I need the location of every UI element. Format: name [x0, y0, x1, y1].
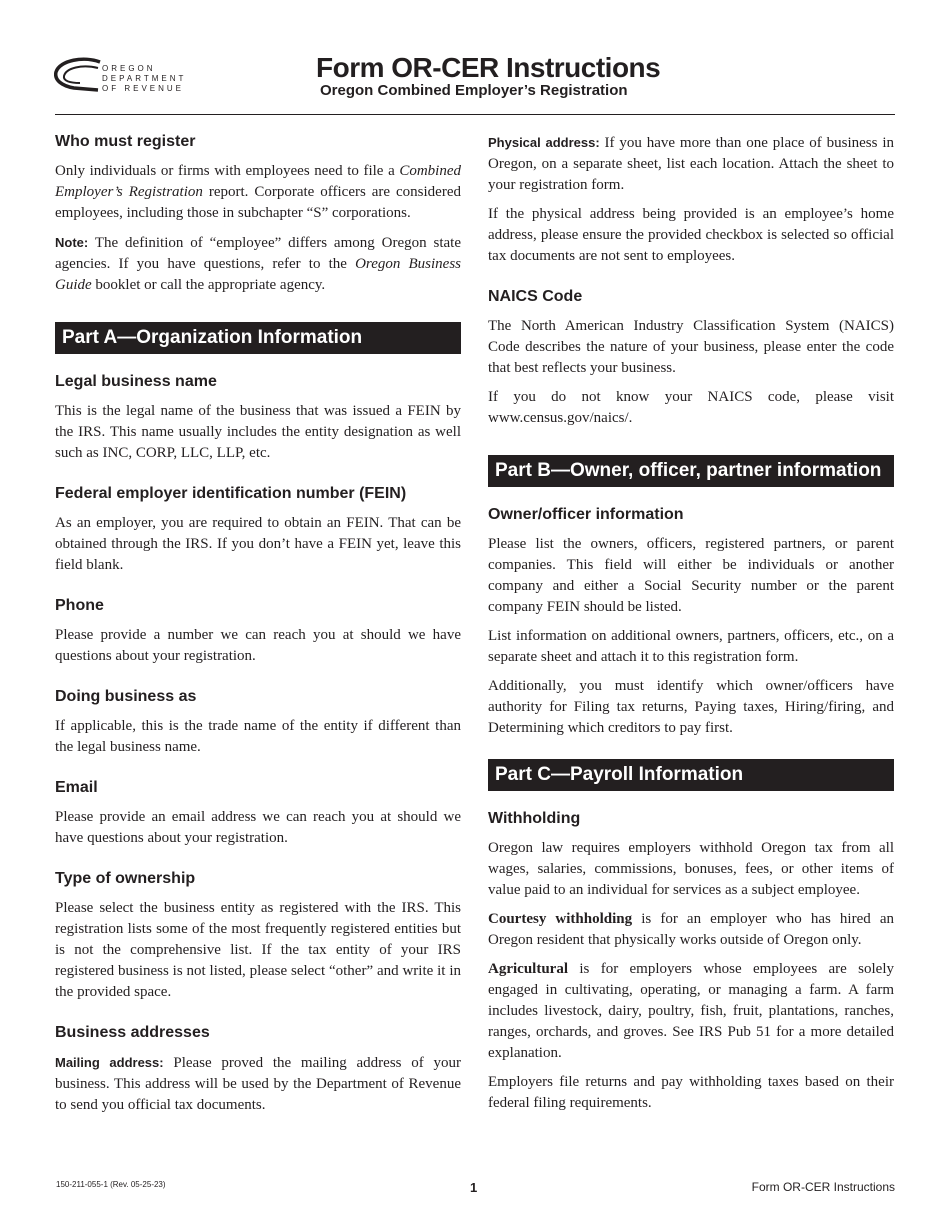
courtesy-withholding-text: [488, 909, 894, 951]
note-paragraph: [55, 232, 461, 296]
owner-authority-text: Additionally, you must identify which owner/officers have authority for Filing tax returns, Paying taxes, Hiring/firing, and Determining which creditors to pay first.: [488, 678, 894, 736]
spacer: [55, 472, 461, 484]
logo-text: [102, 64, 186, 94]
spacer: [55, 766, 461, 778]
footer-form-name: Form OR-CER Instructions: [751, 1180, 895, 1194]
spacer: [55, 1011, 461, 1023]
part-b-banner: Part B—Owner, officer, partner information: [488, 455, 894, 487]
fein-text: As an employer, you are required to obtain an FEIN. That can be obtained through the IRS. If you don’t have a FEIN yet, leave this field blank.: [55, 515, 461, 573]
page-subtitle: Oregon Combined Employer’s Registration: [320, 82, 628, 99]
additional-owners-text: List information on additional owners, partners, officers, etc., on a separate sheet and attach it to this registration form.: [488, 628, 894, 665]
email-heading: Email: [55, 779, 98, 796]
footer-page-number: 1: [470, 1180, 478, 1195]
note-text-part: booklet or call the appropriate agency.: [91, 277, 326, 293]
note-label: Note:: [55, 235, 89, 250]
email-text: Please provide an email address we can reach you at should we have questions about your registration.: [55, 809, 461, 846]
logo-line-of-revenue: OF REVENUE: [102, 84, 185, 93]
legal-business-name-text: This is the legal name of the business that was issued a FEIN by the IRS. This name usually includes the entity designation as well such as INC, CORP, LLC, LLP, etc.: [55, 403, 461, 461]
mailing-address-body: Please proved the mailing address of your business. This address will be used by the Department of Revenue to send you official tax documents.: [55, 1055, 461, 1113]
physical-address-text: [488, 132, 894, 196]
filing-requirements-text: Employers file returns and pay withholding taxes based on their federal filing requirements.: [488, 1074, 894, 1111]
spacer: [488, 437, 894, 455]
who-text-part: Only individuals or firms with employees need to file a: [55, 163, 400, 179]
part-c-banner: Part C—Payroll Information: [488, 759, 894, 791]
phone-text: Please provide a number we can reach you at should we have questions about your registration.: [55, 627, 461, 664]
spacer: [55, 304, 461, 322]
oregon-revenue-logo: [54, 56, 194, 102]
physical-address-home-text: If the physical address being provided is an employee’s home address, please ensure the provided checkbox is selected so official tax documents are not sent to employees.: [488, 206, 894, 264]
phone-heading: Phone: [55, 597, 104, 614]
agricultural-label: Agricultural: [488, 961, 568, 977]
owner-officer-text: Please list the owners, officers, registered partners, or parent companies. This field will either be individuals or another company and either a Social Security number or the parent company FEIN should be listed.: [488, 536, 894, 615]
spacer: [55, 584, 461, 596]
part-a-banner: Part A—Organization Information: [55, 322, 461, 354]
page-title: Form OR-CER Instructions: [316, 52, 661, 83]
owner-officer-heading: Owner/officer information: [488, 506, 684, 523]
doing-business-as-text: If applicable, this is the trade name of the entity if different than the legal business name.: [55, 718, 461, 755]
note-text-part: The definition of “employee” differs among Oregon state agencies. If you have questions, refer to the: [55, 235, 461, 272]
page-header: [0, 0, 950, 118]
withholding-text: Oregon law requires employers withhold Oregon tax from all wages, salaries, commissions, bonuses, fees, or other items of value paid to an individual for services as a subject employee.: [488, 840, 894, 898]
who-must-register-heading: Who must register: [55, 133, 196, 150]
business-addresses-heading: Business addresses: [55, 1024, 210, 1041]
fein-heading: Federal employer identification number (FEIN): [55, 485, 407, 502]
agricultural-text: [488, 959, 894, 1064]
naics-code-heading: NAICS Code: [488, 288, 583, 305]
spacer: [488, 747, 894, 759]
header-divider: [55, 114, 895, 115]
spacer: [488, 275, 894, 287]
footer-form-number: 150-211-055-1 (Rev. 05-25-23): [56, 1180, 166, 1189]
logo-line-department: DEPARTMENT: [102, 74, 187, 83]
type-of-ownership-heading: Type of ownership: [55, 870, 196, 887]
spacer: [55, 675, 461, 687]
naics-code-lookup-text: If you do not know your NAICS code, please visit www.census.gov/naics/.: [488, 389, 894, 426]
note-guide-name: Oregon Business Guide: [55, 256, 461, 293]
courtesy-withholding-body: is for an employer who has hired an Oregon resident that physically works outside of Oregon only.: [488, 911, 894, 948]
withholding-heading: Withholding: [488, 810, 581, 827]
physical-address-label: Physical address:: [488, 135, 600, 150]
naics-code-text: The North American Industry Classification System (NAICS) Code describes the nature of your business, please enter the code that best reflects your business.: [488, 318, 894, 376]
logo-line-oregon: OREGON: [102, 64, 156, 73]
right-column: [488, 132, 894, 1122]
who-text-part: report. Corporate officers are considered employees, including those in subchapter “S” corporations.: [55, 184, 461, 221]
legal-business-name-heading: Legal business name: [55, 373, 217, 390]
type-of-ownership-text: Please select the business entity as registered with the IRS. This registration lists some of the most frequently registered entities but is not the comprehensive list. If the tax entity of your IRS registered business is not listed, please select “other” and write it in the provided space.: [55, 900, 461, 1000]
mailing-address-text: [55, 1052, 461, 1116]
mailing-address-label: Mailing address:: [55, 1055, 164, 1070]
courtesy-withholding-label: Courtesy withholding: [488, 911, 633, 927]
left-column: [55, 132, 461, 1124]
physical-address-body: If you have more than one place of business in Oregon, on a separate sheet, list each location. Attach the sheet to your registration form.: [488, 135, 895, 193]
doing-business-as-heading: Doing business as: [55, 688, 197, 705]
agricultural-body: is for employers whose employees are solely engaged in cultivating, operating, or managing a farm. A farm includes livestock, dairy, poultry, fish, fruit, plantations, ranches, ranges, orchards, and groves. See IRS Pub 51 for a more detailed explanation.: [488, 961, 894, 1061]
spacer: [55, 857, 461, 869]
logo-swoosh-icon: [54, 56, 104, 98]
who-text-form-name: Combined Employer’s Registration: [55, 163, 461, 200]
who-must-register-text: [55, 161, 461, 224]
